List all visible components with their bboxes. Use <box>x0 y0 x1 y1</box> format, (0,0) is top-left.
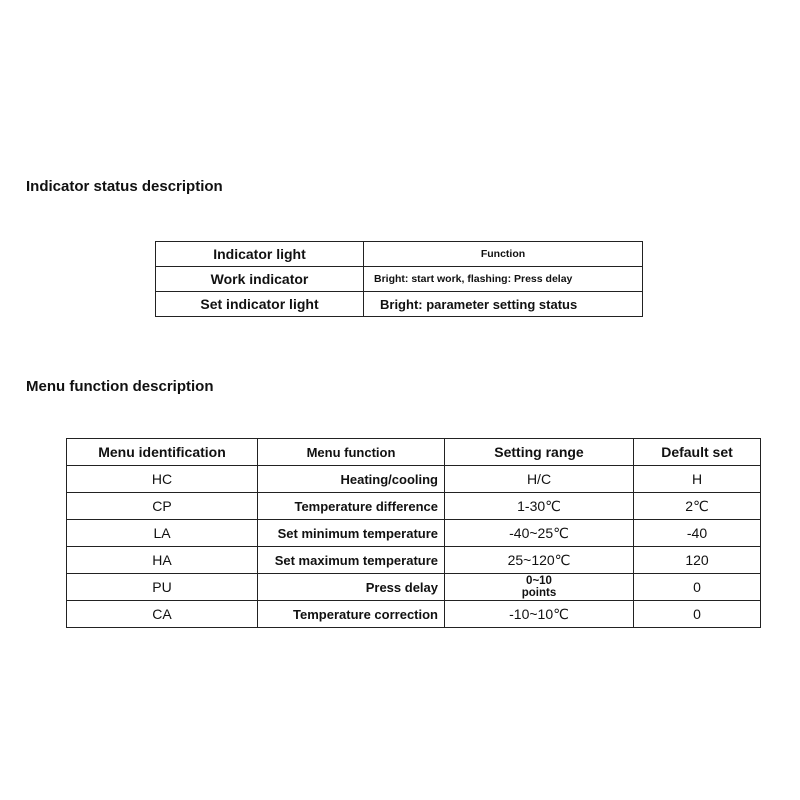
menu-id-cell: CP <box>67 493 258 520</box>
indicator-status-table <box>155 241 643 317</box>
table-row <box>156 267 643 292</box>
table-row <box>67 493 761 520</box>
menu-function-cell: Temperature correction <box>258 601 445 628</box>
table-row <box>67 520 761 547</box>
menu-function-cell: Set maximum temperature <box>258 547 445 574</box>
indicator-name-cell: Work indicator <box>156 267 364 292</box>
indicator-name-cell: Set indicator light <box>156 292 364 317</box>
header-function: Function <box>364 242 643 267</box>
menu-function-table <box>66 438 761 628</box>
menu-section-heading: Menu function description <box>26 378 214 395</box>
header-menu-identification: Menu identification <box>67 439 258 466</box>
header-menu-function: Menu function <box>258 439 445 466</box>
table-row <box>67 574 761 601</box>
menu-id-cell: LA <box>67 520 258 547</box>
setting-range-cell: -40~25℃ <box>445 520 634 547</box>
indicator-function-cell: Bright: parameter setting status <box>364 292 643 317</box>
table-row <box>67 466 761 493</box>
header-setting-range: Setting range <box>445 439 634 466</box>
table-row <box>156 292 643 317</box>
menu-function-cell: Heating/cooling <box>258 466 445 493</box>
indicator-function-cell: Bright: start work, flashing: Press delay <box>364 267 643 292</box>
setting-range-cell: 1-30℃ <box>445 493 634 520</box>
default-set-cell: 120 <box>634 547 761 574</box>
header-indicator-light: Indicator light <box>156 242 364 267</box>
default-set-cell: 0 <box>634 574 761 601</box>
menu-id-cell: PU <box>67 574 258 601</box>
menu-function-cell: Temperature difference <box>258 493 445 520</box>
setting-range-cell: H/C <box>445 466 634 493</box>
default-set-cell: H <box>634 466 761 493</box>
menu-function-cell: Press delay <box>258 574 445 601</box>
setting-range-cell: 25~120℃ <box>445 547 634 574</box>
default-set-cell: 0 <box>634 601 761 628</box>
menu-function-cell: Set minimum temperature <box>258 520 445 547</box>
table-row <box>67 601 761 628</box>
menu-id-cell: HA <box>67 547 258 574</box>
menu-id-cell: HC <box>67 466 258 493</box>
default-set-cell: -40 <box>634 520 761 547</box>
setting-range-points: 0~10 points <box>521 575 557 599</box>
table-header-row <box>156 242 643 267</box>
header-default-set: Default set <box>634 439 761 466</box>
setting-range-cell: -10~10℃ <box>445 601 634 628</box>
setting-range-cell <box>445 574 634 601</box>
table-row <box>67 547 761 574</box>
default-set-cell: 2℃ <box>634 493 761 520</box>
menu-id-cell: CA <box>67 601 258 628</box>
table-header-row <box>67 439 761 466</box>
indicator-section-heading: Indicator status description <box>26 178 223 195</box>
